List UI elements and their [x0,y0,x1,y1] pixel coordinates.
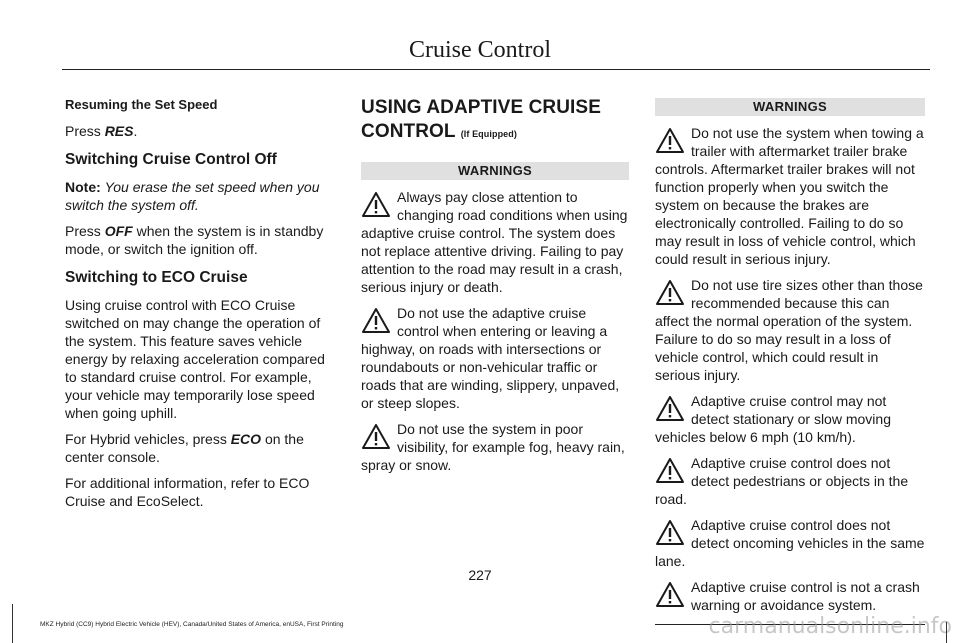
warning-text: Adaptive cruise control does not detect oncoming vehicles in the same lane. [655,517,925,569]
warnings-list [361,188,629,474]
warning-text: Always pay close attention to changing road conditions when using adaptive cruise control. The system does not replace attentive driving. Failing to pay attention to the road may result in a crash, serious injury or death. [361,189,628,295]
hybrid-prefix: For Hybrid vehicles, press [65,431,231,447]
warnings-header: WARNINGS [361,162,629,180]
warning-item [361,188,629,296]
header-rule [62,69,930,70]
warning-item [655,124,925,268]
note-text: You erase the set speed when you switch the system off. [65,179,320,213]
resume-paragraph [65,122,337,140]
column-left [65,96,337,518]
additional-info-paragraph: For additional information, refer to ECO Cruise and EcoSelect. [65,475,310,509]
warning-triangle-icon [655,519,687,547]
warning-triangle-icon [655,581,687,609]
watermark: carmanualsonline.info [708,614,952,639]
warning-text: Do not use the adaptive cruise control when entering or leaving a highway, on roads with intersections or roundabouts or non-vehicular traffic or roads that are winding, slippery, unpaved, or steep slopes. [361,305,620,411]
resume-end: . [133,123,138,139]
warning-item [361,304,629,412]
warning-item [655,392,925,446]
page-title: Cruise Control [409,37,551,63]
warning-triangle-icon [655,457,687,485]
warning-item [655,516,925,570]
warning-triangle-icon [361,191,393,219]
warning-triangle-icon [655,395,687,423]
warnings-list [655,124,925,614]
section-heading-line2 [361,120,629,146]
warning-item [361,420,629,474]
warning-text: Do not use tire sizes other than those recommended because this can affect the normal operation of the system. Failure to do so may result in a loss of vehicle control, which could result in serious injury. [655,277,923,383]
warning-text: Adaptive cruise control is not a crash warning or avoidance system. [691,579,920,613]
warning-item [655,454,925,508]
print-info: MKZ Hybrid (CC9) Hybrid Electric Vehicle (HEV), Canada/United States of America, enUSA, First Printing [40,621,344,628]
section-heading-control: CONTROL [361,121,456,142]
warning-triangle-icon [361,307,393,335]
eco-heading: Switching to ECO Cruise [65,269,248,286]
eco-key: ECO [230,431,262,447]
crop-mark [12,604,13,643]
hybrid-suffix: on the center console. [65,431,304,465]
hybrid-paragraph [65,430,337,466]
res-key: RES [104,123,134,139]
crop-mark [946,622,947,643]
warning-text: Adaptive cruise control may not detect stationary or slow moving vehicles below 6 mph (10 km/h). [655,393,891,445]
resume-press-text: Press [65,123,105,139]
note-paragraph [65,178,337,214]
off-text: when the system is in standby mode, or switch the ignition off. [65,223,324,257]
off-paragraph [65,222,337,258]
warnings-header: WARNINGS [655,98,925,116]
warning-item [655,276,925,384]
warning-triangle-icon [655,279,687,307]
note-label: Note: [65,179,101,195]
section-heading-line1: USING ADAPTIVE CRUISE [361,97,601,118]
page-number: 227 [468,567,492,583]
resume-heading: Resuming the Set Speed [65,97,218,112]
column-right [655,96,925,625]
warning-triangle-icon [655,127,687,155]
warning-triangle-icon [361,423,393,451]
if-equipped-label: (If Equipped) [460,129,517,139]
warning-text: Do not use the system in poor visibility, for example fog, heavy rain, spray or snow. [361,421,625,473]
warning-text: Adaptive cruise control does not detect pedestrians or objects in the road. [655,455,909,507]
off-heading: Switching Cruise Control Off [65,151,277,168]
eco-paragraph: Using cruise control with ECO Cruise switched on may change the operation of the system. This feature saves vehicle energy by relaxing acceleration compared to standard cruise control. For example, your vehicle may temporarily lose speed when going uphill. [65,297,325,421]
off-key: OFF [104,223,133,239]
off-press-text: Press [65,223,105,239]
column-middle [361,96,629,474]
warning-text: Do not use the system when towing a trailer with aftermarket trailer brake controls. Aftermarket trailer brakes will not function properly when you switch the system on because the brakes are electronically controlled. Failing to do so may result in loss of vehicle control, which could result in serious injury. [655,125,924,267]
